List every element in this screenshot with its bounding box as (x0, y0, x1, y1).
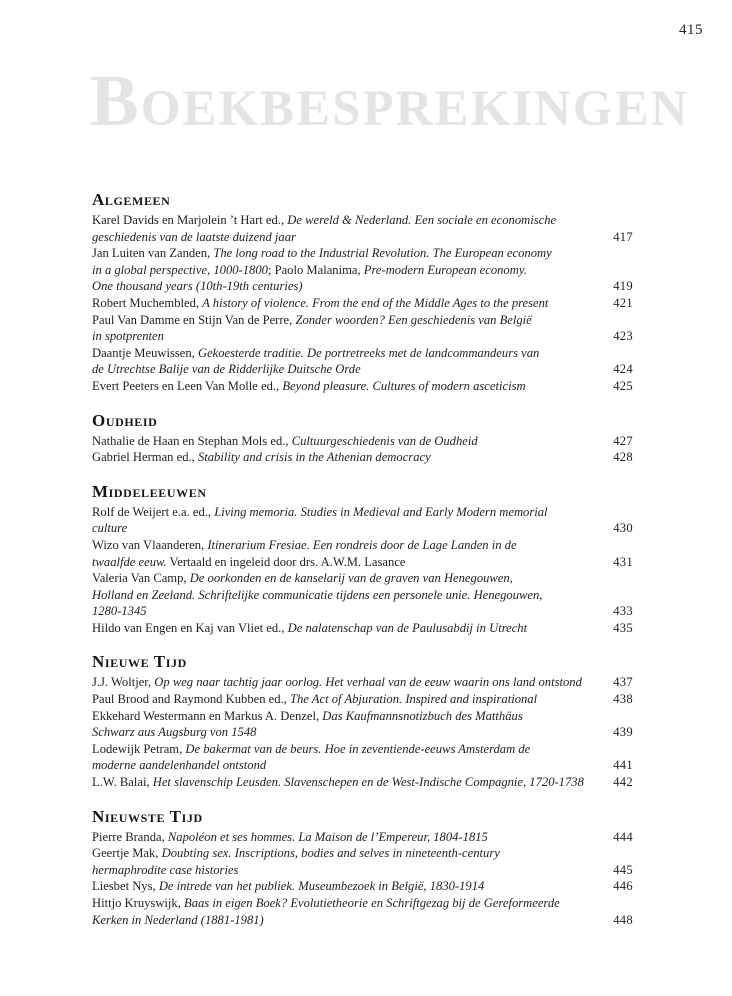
entry-line (92, 262, 633, 279)
entry-page-number: 442 (613, 775, 633, 790)
entry-line (92, 724, 633, 741)
entry-page-number: 419 (613, 279, 633, 294)
entry-text: L.W. Balai, Het slavenschip Leusden. Slavenschepen en de West-Indische Compagnie, 1720-1738 (92, 775, 584, 790)
entry-text: Robert Muchembled, A history of violence. From the end of the Middle Ages to the present (92, 295, 549, 310)
entry-line (92, 433, 633, 450)
section-heading: Algemeen (92, 190, 171, 209)
entry-line (92, 674, 633, 691)
toc-entry (92, 895, 633, 928)
entry-line (92, 862, 633, 879)
entry-page-number: 437 (613, 675, 633, 690)
toc-entry (92, 295, 633, 312)
toc-entry (92, 878, 633, 895)
toc (92, 189, 633, 928)
entry-line (92, 554, 633, 571)
entry-page-number: 441 (613, 758, 633, 773)
section-heading: Oudheid (92, 410, 158, 430)
entry-page-number: 428 (613, 450, 633, 465)
section-heading: Nieuwe Tijd (92, 652, 187, 672)
entry-page-number: 446 (613, 879, 633, 894)
entry-text: J.J. Woltjer, Op weg naar tachtig jaar oorlog. Het verhaal van de eeuw waarin ons land ontstond (92, 675, 582, 690)
entry-line (92, 245, 633, 262)
entry-line (92, 691, 633, 708)
toc-entry (92, 504, 633, 537)
entry-page-number: 448 (613, 912, 633, 927)
entry-line (92, 312, 633, 329)
section-heading: Middeleeuwen (92, 481, 207, 501)
entry-text: Kerken in Nederland (1881-1981) (92, 912, 264, 927)
toc-section (92, 189, 633, 395)
entry-text: Valeria Van Camp, De oorkonden en de kanselarij van de graven van Henegouwen, (92, 571, 513, 586)
page-number-folio: 415 (679, 22, 703, 38)
entry-text: Geertje Mak, Doubting sex. Inscriptions, bodies and selves in nineteenth-century (92, 846, 500, 861)
toc-entry (92, 212, 633, 245)
toc-entry (92, 537, 633, 570)
entry-text: moderne aandelenhandel ontstond (92, 758, 267, 773)
entry-line (92, 361, 633, 378)
entry-text: Holland en Zeeland. Schriftelijke communicatie tijdens een personele unie. Henegouwen, (92, 587, 543, 602)
toc-entry (92, 674, 633, 691)
entry-text: Lodewijk Petram, De bakermat van de beurs. Hoe in zeventiende-eeuws Amsterdam de (92, 741, 531, 756)
toc-entry (92, 741, 633, 774)
entry-text: geschiedenis van de laatste duizend jaar (92, 229, 296, 244)
entry-page-number: 421 (613, 295, 633, 310)
toc-section (92, 651, 633, 790)
entry-page-number: 430 (613, 521, 633, 536)
entry-text: Gabriel Herman ed., Stability and crisis in the Athenian democracy (92, 450, 431, 465)
entry-line (92, 757, 633, 774)
entry-text: Hittjo Kruyswijk, Baas in eigen Boek? Evolutietheorie en Schriftgezag bij de Gereformeerde (92, 896, 560, 910)
entry-line (92, 878, 633, 895)
entry-page-number: 433 (613, 604, 633, 619)
entry-line (92, 328, 633, 345)
entry-page-number: 425 (613, 378, 633, 393)
toc-entry (92, 845, 633, 878)
toc-entry (92, 245, 633, 295)
entry-text: Hildo van Engen en Kaj van Vliet ed., De nalatenschap van de Paulusabdij in Utrecht (92, 620, 528, 635)
entry-page-number: 445 (613, 862, 633, 877)
page-title: Boekbesprekingen (90, 60, 690, 141)
entry-line (92, 708, 633, 725)
entry-page-number: 438 (613, 692, 633, 707)
entry-page-number: 439 (613, 725, 633, 740)
entry-text: de Utrechtse Balije van de Ridderlijke Duitsche Orde (92, 362, 361, 377)
entry-line (92, 620, 633, 637)
entry-text: One thousand years (10th-19th centuries) (92, 279, 303, 294)
entry-line (92, 345, 633, 362)
entry-line (92, 378, 633, 395)
toc-entry (92, 433, 633, 450)
entry-text: Jan Luiten van Zanden, The long road to the Industrial Revolution. The European economy (92, 246, 552, 261)
entry-line (92, 570, 633, 587)
entry-line (92, 895, 633, 912)
entry-line (92, 603, 633, 620)
entry-page-number: 435 (613, 620, 633, 635)
entry-text: Daantje Meuwissen, Gekoesterde traditie. De portretreeks met de landcommandeurs van (92, 345, 540, 360)
toc-entry (92, 774, 633, 791)
toc-entry (92, 378, 633, 395)
toc-section (92, 481, 633, 637)
entry-text: Karel Davids en Marjolein ’t Hart ed., De wereld & Nederland. Een sociale en economische (92, 213, 557, 227)
entry-line (92, 587, 633, 604)
entry-text: in spotprenten (92, 329, 164, 344)
entry-page-number: 417 (613, 229, 633, 244)
toc-entry (92, 620, 633, 637)
toc-section (92, 410, 633, 466)
entry-text: Liesbet Nys, De intrede van het publiek. Museumbezoek in België, 1830-1914 (92, 879, 485, 894)
toc-entry (92, 345, 633, 378)
entry-text: Paul Van Damme en Stijn Van de Perre, Zonder woorden? Een geschiedenis van België (92, 312, 532, 327)
entry-line (92, 229, 633, 246)
entry-text: hermaphrodite case histories (92, 862, 239, 877)
entry-line (92, 774, 633, 791)
toc-entry (92, 449, 633, 466)
toc-section (92, 806, 633, 929)
toc-entry (92, 829, 633, 846)
entry-text: 1280-1345 (92, 604, 147, 619)
entry-line (92, 912, 633, 929)
entry-text: culture (92, 521, 128, 536)
entry-line (92, 504, 633, 521)
entry-text: Nathalie de Haan en Stephan Mols ed., Cultuurgeschiedenis van de Oudheid (92, 433, 478, 448)
entry-text: Pierre Branda, Napoléon et ses hommes. La Maison de l’Empereur, 1804-1815 (92, 829, 488, 844)
entry-line (92, 212, 633, 229)
toc-entry (92, 312, 633, 345)
entry-line (92, 520, 633, 537)
entry-page-number: 444 (613, 829, 633, 844)
entry-line (92, 278, 633, 295)
entry-line (92, 537, 633, 554)
entry-text: Schwarz aus Augsburg von 1548 (92, 725, 257, 740)
toc-entry (92, 708, 633, 741)
entry-text: Evert Peeters en Leen Van Molle ed., Beyond pleasure. Cultures of modern asceticism (92, 378, 526, 393)
entry-line (92, 741, 633, 758)
entry-line (92, 829, 633, 846)
section-heading: Nieuwste Tijd (92, 806, 203, 826)
entry-text: in a global perspective, 1000-1800; Paolo Malanima, Pre-modern European economy. (92, 262, 527, 277)
entry-text: Paul Brood and Raymond Kubben ed., The Act of Abjuration. Inspired and inspirational (92, 692, 538, 707)
entry-page-number: 423 (613, 329, 633, 344)
entry-text: Rolf de Weijert e.a. ed., Living memoria. Studies in Medieval and Early Modern memorial (92, 504, 548, 519)
entry-text: Wizo van Vlaanderen, Itinerarium Fresiae. Een rondreis door de Lage Landen in de (92, 537, 517, 552)
entry-page-number: 427 (613, 433, 633, 448)
entry-line (92, 845, 633, 862)
entry-text: Ekkehard Westermann en Markus A. Denzel, Das Kaufmannsnotizbuch des Matthäus (92, 708, 523, 723)
entry-text: twaalfde eeuw. Vertaald en ingeleid door drs. A.W.M. Lasance (92, 554, 406, 569)
toc-entry (92, 570, 633, 620)
entry-line (92, 449, 633, 466)
entry-line (92, 295, 633, 312)
toc-entry (92, 691, 633, 708)
entry-page-number: 431 (613, 554, 633, 569)
entry-page-number: 424 (613, 362, 633, 377)
